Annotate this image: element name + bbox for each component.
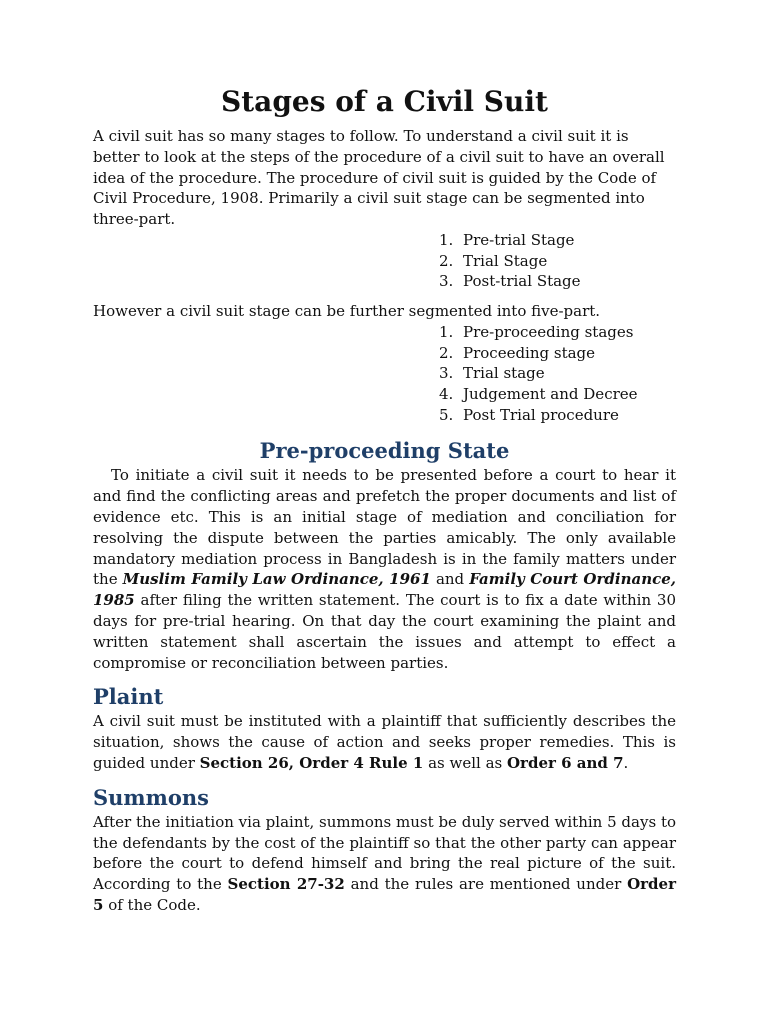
law-reference: Family Court Ordinance, 1985	[93, 570, 677, 610]
paragraph-text: after filing the written statement. The court is to fix a date within 30 days for pre-trial hearing. On that day the court examining the plaint and written statement shall ascertain the issues and attempt to effect a compromise or reconciliation between parties.	[93, 591, 676, 672]
five-part-list	[93, 322, 676, 426]
list-item	[93, 384, 676, 405]
paragraph-text: After the initiation via plaint, summons must be duly served within 5 days to the defendants by the cost of the plaintiff so that the other party can appear before the court to defend himself and bring the real picture of the suit. According to the	[93, 812, 676, 894]
three-part-list	[93, 230, 676, 292]
paragraph-text: as well as	[423, 753, 507, 772]
list-number: 1.	[439, 230, 454, 249]
list-number: 3.	[439, 272, 454, 291]
list-item	[93, 271, 676, 292]
list-text: Judgement and Decree	[463, 385, 638, 403]
document-title: Stages of a Civil Suit	[221, 85, 548, 118]
list-item	[93, 405, 676, 426]
list-text: Pre-trial Stage	[463, 230, 575, 249]
plaint-paragraph	[93, 711, 676, 773]
list-item	[93, 322, 676, 343]
paragraph-text: A civil suit must be instituted with a plaintiff that sufficiently describes the situation, shows the cause of action and seeks proper remedies. This is guided under	[93, 712, 676, 772]
list-text: Proceeding stage	[463, 343, 596, 362]
list-number: 2.	[439, 251, 454, 270]
list-text: Trial stage	[463, 364, 545, 383]
however-paragraph: However a civil suit stage can be further segmented into five-part.	[93, 302, 601, 321]
list-number: 3.	[439, 364, 454, 383]
list-item	[93, 363, 676, 384]
list-text: Post Trial procedure	[463, 405, 619, 424]
summons-paragraph	[93, 812, 676, 916]
pre-proceeding-heading: Pre-proceeding State	[259, 438, 510, 464]
paragraph-text: .	[623, 753, 629, 772]
list-text: Post-trial Stage	[463, 272, 581, 291]
paragraph-text: of the Code.	[103, 895, 201, 914]
section-reference: Section 27-32	[227, 875, 345, 894]
paragraph-text: To initiate a civil suit it needs to be presented before a court to hear it and find the conflicting areas and prefetch the proper documents and list of evidence etc. This is an initial stage of mediation and conciliation for resolving the dispute between the parties amicably. The only available mandatory mediation process in Bangladesh is in the family matters under the	[93, 466, 676, 589]
section-reference: Section 26, Order 4 Rule 1	[199, 753, 424, 772]
list-item	[93, 251, 676, 272]
list-number: 1.	[439, 322, 454, 341]
list-number: 5.	[439, 405, 454, 424]
intro-paragraph: A civil suit has so many stages to follow. To understand a civil suit it is better to look at the steps of the procedure of a civil suit to have an overall idea of the procedure. The procedure of civil suit is guided by the Code of Civil Procedure, 1908. Primarily a civil suit stage can be segmented into three-part.	[93, 127, 665, 229]
list-number: 2.	[439, 343, 454, 362]
list-text: Trial Stage	[463, 251, 548, 270]
list-item	[93, 343, 676, 364]
plaint-heading: Plaint	[93, 684, 164, 710]
document-page	[93, 84, 676, 916]
list-text: Pre-proceeding stages	[463, 322, 634, 341]
paragraph-text: and	[430, 570, 470, 589]
section-reference: Order 6 and 7	[506, 753, 624, 772]
law-reference: Muslim Family Law Ordinance, 1961	[122, 570, 431, 589]
list-item	[93, 230, 676, 251]
summons-heading: Summons	[93, 784, 209, 810]
paragraph-text: and the rules are mentioned under	[344, 875, 628, 894]
pre-proceeding-paragraph	[93, 465, 676, 673]
section-reference: Order 5	[93, 875, 676, 914]
list-number: 4.	[439, 385, 454, 403]
